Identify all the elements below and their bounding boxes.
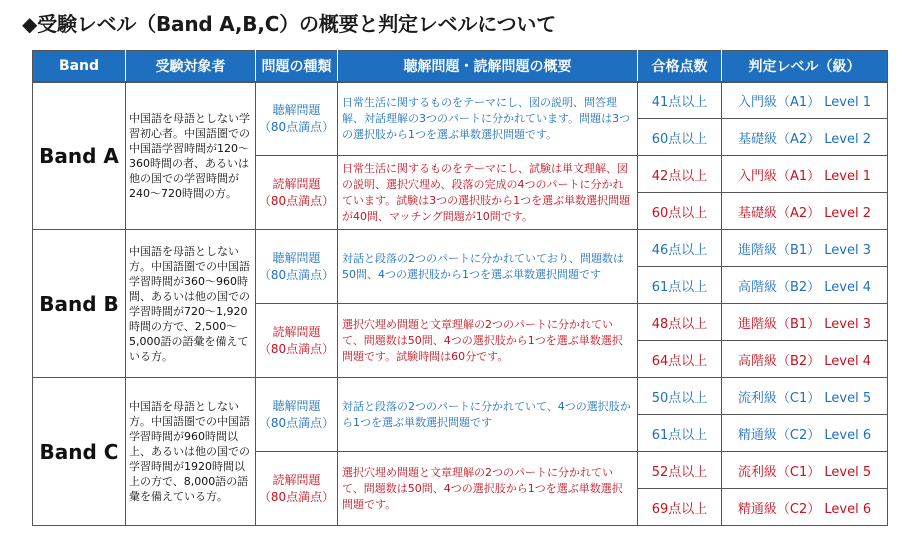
table-header-row	[33, 51, 888, 82]
judged-level: 高階級（B2） Level 4	[722, 341, 888, 378]
target-description: 中国語を母語としない学習初心者。中国語圏での中国語学習時間が120～360時間の者、あるいは他の国での学習時間が240～720時間の方。	[126, 82, 256, 230]
passing-score: 42点以上	[638, 156, 722, 193]
passing-score: 69点以上	[638, 489, 722, 526]
passing-score: 50点以上	[638, 378, 722, 415]
question-type-points: （80点満点）	[258, 267, 335, 282]
question-overview: 対話と段落の2つのパートに分かれていて、4つの選択肢から1つを選ぶ単数選択問題です	[338, 378, 638, 452]
passing-score: 46点以上	[638, 230, 722, 267]
question-type-points: （80点満点）	[258, 341, 335, 356]
passing-score: 52点以上	[638, 452, 722, 489]
header-passing-score: 合格点数	[638, 51, 722, 82]
question-type-points: （80点満点）	[258, 489, 335, 504]
header-target: 受験対象者	[126, 51, 256, 82]
judged-level: 高階級（B2） Level 4	[722, 267, 888, 304]
question-type-name: 聴解問題	[272, 250, 321, 265]
judged-level: 入門級（A1） Level 1	[722, 82, 888, 119]
question-type	[256, 378, 338, 452]
question-overview: 日常生活に関するものをテーマにし、試験は単文理解、図の説明、選択穴埋め、段落の完成の4つのパートに分かれています。試験は3つの選択肢から1つを選ぶ単数選択問題が40問、マッチング問題が10問です。	[338, 156, 638, 230]
question-type-name: 聴解問題	[272, 398, 321, 413]
question-overview: 選択穴埋め問題と文章理解の2つのパートに分かれていて、問題数は50問、4つの選択肢から1つを選ぶ単数選択問題です。試験時間は60分です。	[338, 304, 638, 378]
passing-score: 41点以上	[638, 82, 722, 119]
question-type	[256, 304, 338, 378]
judged-level: 精通級（C2） Level 6	[722, 489, 888, 526]
judged-level: 流利級（C1） Level 5	[722, 378, 888, 415]
question-type	[256, 156, 338, 230]
header-band: Band	[33, 51, 126, 82]
header-question-type: 問題の種類	[256, 51, 338, 82]
judged-level: 進階級（B1） Level 3	[722, 304, 888, 341]
question-type-name: 読解問題	[272, 176, 321, 191]
band-name: Band C	[33, 378, 126, 526]
judged-level: 流利級（C1） Level 5	[722, 452, 888, 489]
page-title: ◆受験レベル（Band A,B,C）の概要と判定レベルについて	[22, 12, 557, 36]
header-overview: 聴解問題・読解問題の概要	[338, 51, 638, 82]
question-overview: 日常生活に関するものをテーマにし、図の説明、問答理解、対話理解の3つのパートに分かれています。問題は3つの選択肢から1つを選ぶ単数選択問題です。	[338, 82, 638, 156]
question-type	[256, 230, 338, 304]
judged-level: 入門級（A1） Level 1	[722, 156, 888, 193]
question-type-points: （80点満点）	[258, 415, 335, 430]
question-type-name: 読解問題	[272, 324, 321, 339]
judged-level: 進階級（B1） Level 3	[722, 230, 888, 267]
question-type-name: 聴解問題	[272, 102, 321, 117]
table-row	[33, 378, 888, 415]
passing-score: 61点以上	[638, 415, 722, 452]
question-type-points: （80点満点）	[258, 193, 335, 208]
question-type	[256, 452, 338, 526]
question-type	[256, 82, 338, 156]
passing-score: 61点以上	[638, 267, 722, 304]
table-row	[33, 230, 888, 267]
passing-score: 60点以上	[638, 193, 722, 230]
passing-score: 48点以上	[638, 304, 722, 341]
question-overview: 選択穴埋め問題と文章理解の2つのパートに分かれていて、問題数は50問、4つの選択肢から1つを選ぶ単数選択問題です。	[338, 452, 638, 526]
band-name: Band A	[33, 82, 126, 230]
target-description: 中国語を母語としない方。中国語圏での中国語学習時間が360～960時間、あるいは他の国での学習時間が720～1,920時間の方で、2,500～5,000語の語彙を備えている方。	[126, 230, 256, 378]
passing-score: 60点以上	[638, 119, 722, 156]
question-type-points: （80点満点）	[258, 119, 335, 134]
question-type-name: 読解問題	[272, 472, 321, 487]
judged-level: 基礎級（A2） Level 2	[722, 119, 888, 156]
table-row	[33, 82, 888, 119]
band-level-table	[32, 50, 888, 526]
passing-score: 64点以上	[638, 341, 722, 378]
judged-level: 精通級（C2） Level 6	[722, 415, 888, 452]
question-overview: 対話と段落の2つのパートに分かれていており、問題数は50問、4つの選択肢から1つを選ぶ単数選択問題です	[338, 230, 638, 304]
band-name: Band B	[33, 230, 126, 378]
header-judged-level: 判定レベル（級）	[722, 51, 888, 82]
target-description: 中国語を母語としない方。中国語圏での中国語学習時間が960時間以上、あるいは他の国での学習時間が1920時間以上の方で、8,000語の語彙を備えている方。	[126, 378, 256, 526]
judged-level: 基礎級（A2） Level 2	[722, 193, 888, 230]
